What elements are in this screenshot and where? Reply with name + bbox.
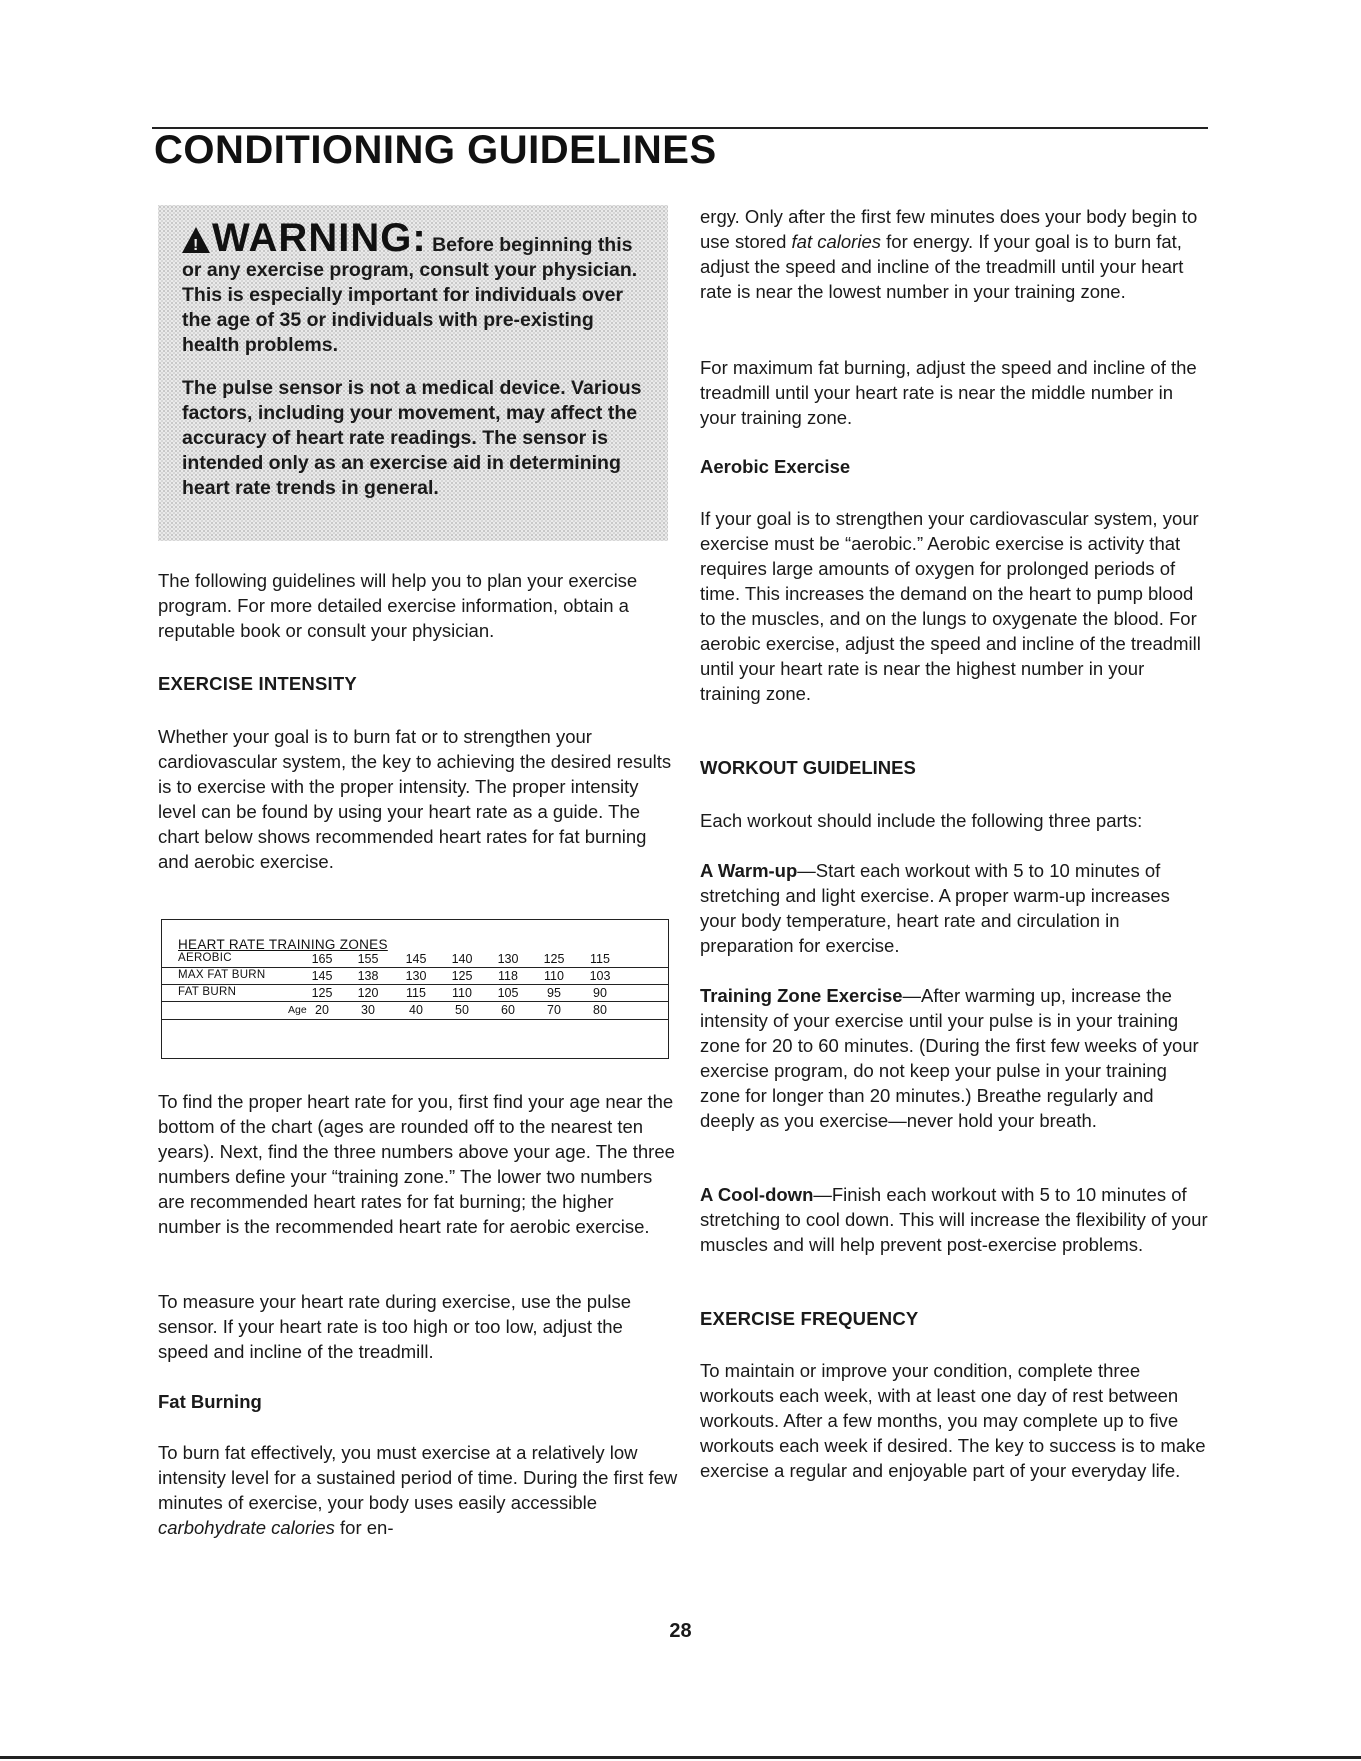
table-cell: 165 [311, 952, 333, 966]
table-row [162, 968, 668, 985]
fat-burning-cont-text: ergy. Only after the first few minutes does your body begin to use stored [700, 206, 1198, 252]
age-cell: 50 [455, 1003, 469, 1017]
training-zone-label: Training Zone Exercise [700, 985, 903, 1006]
training-zone-body: —After warming up, increase the intensity of your exercise until your pulse is in your training zone for 20 to 60 minutes. (During the first few weeks of your exercise program, do not keep your pulse in your training zone for longer than 20 minutes.) Breathe regularly and deeply as you exercise—never hold your breath. [700, 985, 1199, 1131]
warmup-label: A Warm-up [700, 860, 798, 881]
table-cell: 140 [451, 952, 473, 966]
age-label: Age [288, 1004, 307, 1016]
table-cell: 155 [357, 952, 379, 966]
table-cell: 130 [405, 969, 427, 983]
workout-guidelines-heading: WORKOUT GUIDELINES [700, 757, 916, 778]
table-cell: 120 [357, 986, 379, 1000]
age-cell: 30 [361, 1003, 375, 1017]
heart-rate-table [161, 919, 669, 1059]
age-cell: 70 [547, 1003, 561, 1017]
cooldown-label: A Cool-down [700, 1184, 814, 1205]
aerobic-body: If your goal is to strengthen your cardiovascular system, your exercise must be “aerobic.” Aerobic exercise is activity that requires large amounts of oxygen for prolonged periods of time. This increases the demand on the heart to pump blood to the muscles, and on the lungs to oxygenate the blood. For aerobic exercise, adjust the speed and incline of the treadmill until your heart rate is near the highest number in your training zone. [700, 508, 1201, 704]
cooldown-paragraph [700, 1182, 1210, 1257]
table-cell: 95 [547, 986, 561, 1000]
row-label: AEROBIC [178, 952, 232, 964]
fat-burning-text: To burn fat effectively, you must exercise at a relatively low intensity level for a sustained period of time. During the first few minutes of exercise, your body uses easily accessible [158, 1442, 678, 1513]
warning-pulse-text: The pulse sensor is not a medical device. Various factors, including your movement, may affect the accuracy of heart rate readings. The sensor is intended only as an exercise aid in determining heart rate trends in general. [182, 377, 642, 499]
warmup-paragraph [700, 858, 1210, 958]
fat-burning-continued [700, 204, 1210, 304]
page-title: CONDITIONING GUIDELINES [154, 128, 717, 172]
exercise-intensity-body: Whether your goal is to burn fat or to strengthen your cardiovascular system, the key to achieving the desired results is to exercise with the proper intensity. The proper intensity level can be found by using your heart rate as a guide. The chart below shows recommended heart rates for fat burning and aerobic exercise. [158, 726, 672, 872]
row-label: MAX FAT BURN [178, 969, 266, 981]
warmup-body: —Start each workout with 5 to 10 minutes of stretching and light exercise. A proper warm-up increases your body temperature, heart rate and circulation in preparation for exercise. [700, 860, 1170, 956]
table-cell: 105 [497, 986, 519, 1000]
fat-burning-text-end: for en- [334, 1517, 394, 1538]
warning-label: WARNING: [212, 216, 427, 260]
exercise-frequency-body: To maintain or improve your condition, complete three workouts each week, with at least one day of rest between workouts. After a few months, you may complete up to five workouts each week if desired. The key to success is to make exercise a regular and enjoyable part of your everyday life. [700, 1360, 1206, 1481]
bottom-rule [0, 1756, 1361, 1759]
fat-burning-body [158, 1440, 678, 1540]
table-cell: 130 [497, 952, 519, 966]
warning-triangle-icon [182, 227, 210, 253]
age-cell: 20 [315, 1003, 329, 1017]
row-label: FAT BURN [178, 986, 237, 998]
age-cell: 60 [501, 1003, 515, 1017]
table-cell: 125 [543, 952, 565, 966]
heart-rate-table-title: HEART RATE TRAINING ZONES [178, 937, 388, 952]
max-fat-burning-paragraph: For maximum fat burning, adjust the speed and incline of the treadmill until your heart rate is near the middle number in your training zone. [700, 357, 1197, 428]
warning-box [158, 205, 668, 541]
measure-rate-paragraph: To measure your heart rate during exercise, use the pulse sensor. If your heart rate is too high or too low, adjust the speed and incline of the treadmill. [158, 1291, 632, 1362]
fat-burning-italic: carbohydrate calories [158, 1517, 335, 1538]
table-cell: 125 [451, 969, 473, 983]
table-row [162, 951, 668, 968]
cooldown-body: —Finish each workout with 5 to 10 minutes of stretching to cool down. This will increase the flexibility of your muscles and will help prevent post-exercise problems. [700, 1184, 1208, 1255]
workout-intro: Each workout should include the following three parts: [700, 810, 1143, 831]
table-cell: 125 [311, 986, 333, 1000]
warning-heading [182, 216, 432, 260]
table-cell: 103 [589, 969, 611, 983]
page-number: 28 [669, 1620, 692, 1642]
fat-burning-heading: Fat Burning [158, 1391, 262, 1412]
table-cell: 110 [544, 969, 564, 983]
table-cell: 90 [593, 986, 607, 1000]
table-cell: 145 [405, 952, 427, 966]
find-rate-paragraph: To find the proper heart rate for you, first find your age near the bottom of the chart (ages are rounded off to the nearest ten years). Next, find the three numbers above your age. The three numbers define your “training zone.” The lower two numbers are recommended heart rates for fat burning; the higher number is the recommended heart rate for aerobic exercise. [158, 1091, 675, 1237]
training-zone-paragraph [700, 983, 1210, 1133]
table-cell: 115 [590, 952, 610, 966]
exercise-frequency-heading: EXERCISE FREQUENCY [700, 1308, 919, 1329]
table-cell: 115 [406, 986, 426, 1000]
table-cell: 138 [357, 969, 379, 983]
age-cell: 40 [409, 1003, 423, 1017]
fat-burning-cont-italic: fat calories [791, 231, 881, 252]
table-row [162, 985, 668, 1002]
aerobic-heading: Aerobic Exercise [700, 456, 851, 477]
table-cell: 145 [311, 969, 333, 983]
table-cell: 118 [498, 969, 518, 983]
fat-burning-cont-text-end: for energy. If your goal is to burn fat, adjust the speed and incline of the treadmill until your heart rate is near the lowest number in your training zone. [700, 231, 1184, 302]
intro-paragraph: The following guidelines will help you to plan your exercise program. For more detailed exercise information, obtain a reputable book or consult your physician. [158, 570, 638, 641]
age-row [162, 1002, 668, 1020]
exercise-intensity-heading: EXERCISE INTENSITY [158, 673, 357, 694]
table-cell: 110 [452, 986, 472, 1000]
warning-lead [182, 216, 648, 358]
warning-lead-text: Before beginning this or any exercise program, consult your physician. This is especially important for individuals over the age of 35 or individuals with pre-existing health problems. [182, 234, 638, 356]
age-cell: 80 [593, 1003, 607, 1017]
